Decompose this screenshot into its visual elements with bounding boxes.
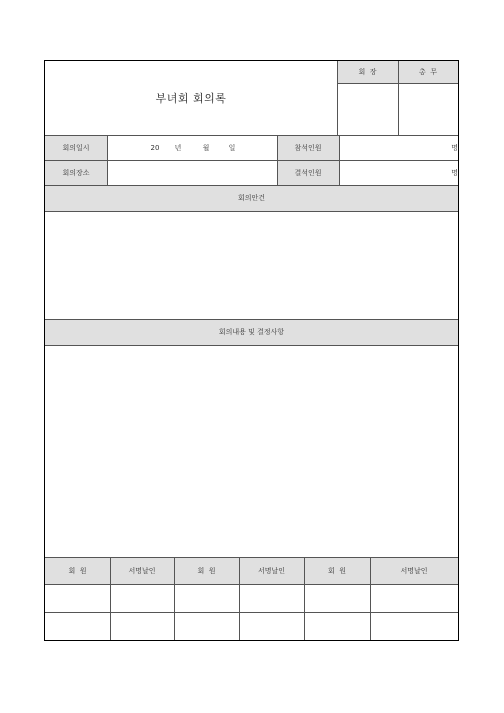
attendees-unit: 명 (451, 143, 458, 152)
sig-member-label-2: 회 원 (197, 566, 216, 575)
approval-chairman: 회 장 (358, 68, 377, 76)
absentees-unit: 명 (451, 168, 458, 177)
minutes-form (44, 60, 459, 641)
sig-signature-label-2: 서명날인 (257, 566, 286, 575)
attendees-label: 참석인원 (294, 143, 322, 152)
meeting-date-label: 회의일시 (62, 143, 90, 152)
minutes-header-line (45, 345, 458, 346)
date-day: 일 (228, 143, 236, 152)
page-title: 부녀회 회의록 (155, 92, 227, 105)
sig-member-label-1: 회 원 (68, 566, 87, 575)
meeting-place-label: 회의장소 (62, 168, 90, 177)
date-month: 월 (202, 143, 210, 152)
signature-header-line (45, 584, 458, 585)
sig-member-label-3: 회 원 (328, 566, 346, 575)
date-year: 년 (174, 143, 182, 152)
sig-signature-label-1: 서명날인 (128, 566, 156, 575)
agenda-header-line (45, 211, 458, 212)
date-year-prefix: 20 (150, 143, 160, 152)
info-label-line (107, 135, 108, 185)
agenda-label: 회의안건 (237, 194, 266, 202)
sig-signature-label-3: 서명날인 (400, 566, 428, 575)
signature-row-line (45, 612, 458, 613)
minutes-label: 회의내용 및 결정사항 (218, 328, 285, 336)
absentees-label: 결석인원 (294, 168, 322, 177)
approval-general-affairs: 총 무 (419, 68, 437, 76)
